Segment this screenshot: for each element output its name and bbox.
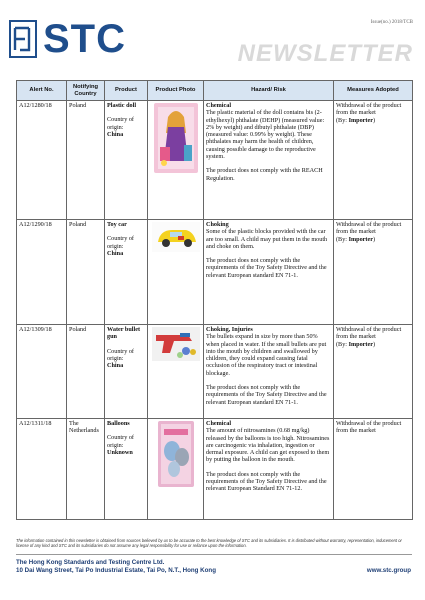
product-photo-cell — [148, 325, 204, 419]
origin-value: China — [107, 130, 124, 138]
product-name: Water bullet gun — [107, 326, 141, 341]
measure-text: Withdrawal of the product from the market — [336, 420, 402, 435]
hazard-title: Chemical — [206, 102, 232, 109]
origin-value: China — [107, 249, 124, 257]
company-info — [16, 559, 216, 575]
header-product: Product — [105, 81, 148, 101]
measure-by: (By: Importer) — [336, 340, 376, 348]
stc-emblem-icon — [9, 20, 37, 58]
hazard-description: The amount of nitrosamines (0.68 mg/kg) released by the balloons is too high. Nitrosamines are carcinogenic via inhalation, ingestion or dermal exposure. A child can get exposed to them by putting the balloon in the mouth. — [206, 427, 330, 464]
product-name: Plastic doll — [107, 102, 137, 109]
plastic-doll-photo — [152, 103, 200, 173]
stc-logo — [9, 17, 126, 61]
measure-text: Withdrawal of the product from the market — [336, 326, 402, 341]
product-cell — [105, 419, 148, 520]
measure-text: Withdrawal of the product from the market — [336, 221, 402, 236]
origin-label: Country of origin: — [107, 235, 134, 250]
hazard-cell — [204, 101, 334, 220]
disclaimer: The information contained in this newsletter is obtained from sources believed by us to be accurate to the best knowledge of STC and its subsidiaries. It is distributed without warranty, representation, inducement or license of any kind and STC and its subsidiaries do not assume any legal responsibility for use or reliance upon the information. — [16, 538, 402, 549]
website-link[interactable]: www.stc.group — [366, 567, 411, 574]
company-address: 10 Dai Wang Street, Tai Po Industrial Estate, Tai Po, N.T., Hong Kong — [16, 567, 216, 574]
product-cell — [105, 325, 148, 419]
issue-label: Issue(no.) 2018/TCB — [370, 20, 413, 25]
table-row — [17, 419, 413, 520]
hazard-title: Choking — [206, 221, 229, 228]
measure-by: (By: Importer) — [336, 116, 376, 124]
notifying-country: The Netherlands — [67, 419, 105, 520]
notifying-country: Poland — [67, 325, 105, 419]
compliance-note: The product does not comply with the REACH Regulation. — [206, 167, 323, 182]
product-photo-cell — [148, 220, 204, 325]
product-name: Toy car — [107, 221, 127, 228]
toy-car-photo — [152, 222, 200, 252]
header-hazard-risk: Hazard/ Risk — [204, 81, 334, 101]
measures-cell — [334, 101, 413, 220]
header-alert-no: Alert No. — [17, 81, 67, 101]
alert-no: A12/1309/18 — [17, 325, 67, 419]
product-photo-cell — [148, 419, 204, 520]
table-header-row — [17, 81, 413, 101]
origin-label: Country of origin: — [107, 347, 134, 362]
compliance-note: The product does not comply with the requirements of the Toy Safety Directive and the relevant European standard EN 71-1. — [206, 257, 327, 279]
origin-label: Country of origin: — [107, 434, 134, 449]
measure-text: Withdrawal of the product from the market — [336, 102, 402, 117]
alert-table — [16, 80, 413, 520]
hazard-cell — [204, 419, 334, 520]
measures-cell — [334, 419, 413, 520]
origin-value: China — [107, 362, 124, 370]
header-product-photo: Product Photo — [148, 81, 204, 101]
footer-divider — [16, 554, 412, 555]
alert-no: A12/1311/18 — [17, 419, 67, 520]
compliance-note: The product does not comply with the requirements of the Toy Safety Directive and the relevant European Standard EN 71-12. — [206, 470, 327, 493]
measures-cell — [334, 325, 413, 419]
product-cell — [105, 220, 148, 325]
origin-label: Country of origin: — [107, 116, 134, 131]
notifying-country: Poland — [67, 220, 105, 325]
header-measures-adopted: Measures Adopted — [334, 81, 413, 101]
table-row — [17, 220, 413, 325]
measures-cell — [334, 220, 413, 325]
water-bullet-gun-photo — [152, 327, 200, 361]
hazard-cell — [204, 325, 334, 419]
table-row — [17, 101, 413, 220]
product-cell — [105, 101, 148, 220]
company-name: The Hong Kong Standards and Testing Centre Ltd. — [16, 559, 165, 566]
notifying-country: Poland — [67, 101, 105, 220]
product-photo-cell — [148, 101, 204, 220]
hazard-description: The plastic material of the doll contains bis (2-ethylhexyl) phthalate (DEHP) (measured value: 2% by weight) and dibutyl phthalate (DBP) (measured value: 0.99% by weight). These phthalates may harm the health of children, causing possible damage to the reproductive system. — [206, 109, 325, 161]
hazard-cell — [204, 220, 334, 325]
compliance-note: The product does not comply with the requirements of the Toy Safety Directive and the relevant European standard EN 71-1. — [206, 384, 327, 406]
alert-no: A12/1280/18 — [17, 101, 67, 220]
logo-text: STC — [43, 17, 126, 61]
balloons-photo — [152, 421, 200, 487]
hazard-description: Some of the plastic blocks provided with the car are too small. A child may put them in the mouth and choke on them. — [206, 228, 328, 250]
newsletter-title: NEWSLETTER — [237, 40, 413, 67]
hazard-title: Chemical — [206, 420, 232, 427]
hazard-description: The bullets expand in size by more than 50% when placed in water. If the small bullets are put into the mouth by children and swallowed by children, they could expand causing fatal occlusion of the respiratory tract or intestinal blockage. — [206, 333, 327, 377]
product-name: Balloons — [107, 420, 130, 427]
measure-by: (By: Importer) — [336, 235, 376, 243]
origin-value: Unknown — [107, 448, 133, 456]
header-notifying-country: Notifying Country — [67, 81, 105, 101]
table-row — [17, 325, 413, 419]
alert-no: A12/1290/18 — [17, 220, 67, 325]
hazard-title: Choking, Injuries — [206, 326, 253, 333]
